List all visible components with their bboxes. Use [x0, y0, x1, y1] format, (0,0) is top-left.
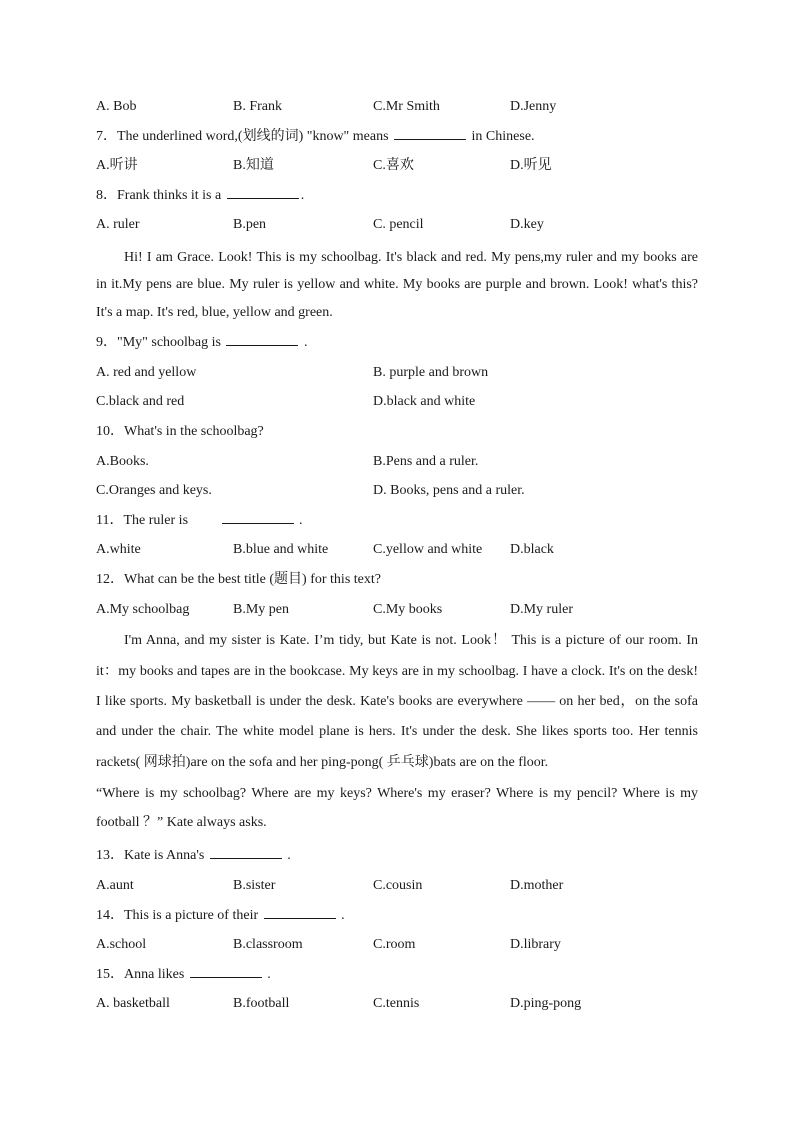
q13-option-b[interactable]: B.sister	[233, 877, 276, 893]
q9-stem-tail: .	[303, 335, 308, 351]
q14-blank[interactable]	[264, 904, 336, 919]
q11-stem-text: 11．The ruler is	[96, 512, 189, 528]
q15-blank[interactable]	[190, 963, 262, 978]
q7-blank[interactable]	[394, 125, 466, 140]
q8-stem-text: 8．Frank thinks it is a	[96, 187, 222, 203]
q6-option-a[interactable]: A. Bob	[96, 99, 137, 114]
q6-option-c[interactable]: C.Mr Smith	[373, 99, 440, 114]
q12-options	[96, 595, 698, 625]
q13-option-c[interactable]: C.cousin	[373, 877, 423, 893]
q14-option-a[interactable]: A.school	[96, 937, 147, 953]
q14-options	[96, 930, 698, 960]
q11-blank[interactable]	[222, 509, 294, 524]
q7-option-a[interactable]: A.听讲	[96, 158, 138, 174]
q8-option-c[interactable]: C. pencil	[373, 217, 424, 233]
q8-blank[interactable]	[227, 184, 299, 199]
q15-options	[96, 989, 698, 1019]
q13-blank[interactable]	[210, 844, 282, 859]
worksheet-page	[96, 92, 698, 1019]
q9-option-a[interactable]: A. red and yellow	[96, 364, 197, 380]
reading-passage-anna-quote: “Where is my schoolbag? Where are my keys? Where's my eraser? Where is my pencil? Where is my football ？” Kate always asks.	[96, 786, 698, 830]
q7-stem-text: 7．The underlined word,(划线的词) "know" means	[96, 128, 389, 144]
q8-stem	[96, 181, 698, 211]
q11-option-d[interactable]: D.black	[510, 542, 554, 558]
q8-option-d[interactable]: D.key	[510, 217, 544, 233]
q14-stem	[96, 901, 698, 931]
q11-stem	[96, 506, 698, 536]
q13-stem-text: 13．Kate is Anna's	[96, 848, 205, 864]
q15-option-a[interactable]: A. basketball	[96, 996, 170, 1012]
q8-options	[96, 210, 698, 240]
q10-option-d[interactable]: D. Books, pens and a ruler.	[373, 483, 525, 499]
q7-option-b[interactable]: B.知道	[233, 158, 274, 174]
q9-option-b[interactable]: B. purple and brown	[373, 364, 489, 380]
q11-option-a[interactable]: A.white	[96, 542, 141, 558]
q14-option-b[interactable]: B.classroom	[233, 937, 303, 953]
q15-option-c[interactable]: C.tennis	[373, 996, 420, 1012]
q8-stem-tail: .	[300, 187, 305, 203]
q7-stem	[96, 122, 698, 152]
q10-option-a[interactable]: A.Books.	[96, 453, 149, 469]
q7-option-c[interactable]: C.喜欢	[373, 158, 414, 174]
q10-options-row2	[96, 476, 698, 506]
q11-option-b[interactable]: B.blue and white	[233, 542, 329, 558]
reading-passage-anna: I'm Anna, and my sister is Kate. I’m tidy, but Kate is not. Look！ This is a picture of our room. In it：my books and tapes are in the bookcase. My keys are in my schoolbag. I have a clock. It's on the desk! I like sports. My basketball is under the desk. Kate's books are everywhere —— on her bed，on the sofa and under the chair. The white model plane is hers. It's under the desk. She likes sports too. Her tennis rackets( 网球拍)are on the sofa and her ping-pong( 乒乓球)bats are on the floor.	[96, 633, 698, 770]
q14-option-c[interactable]: C.room	[373, 937, 416, 953]
q13-option-d[interactable]: D.mother	[510, 877, 564, 893]
q9-option-d[interactable]: D.black and white	[373, 394, 476, 410]
q6-options	[96, 92, 698, 122]
q10-option-c[interactable]: C.Oranges and keys.	[96, 483, 212, 499]
q13-stem-tail: .	[287, 848, 291, 864]
q9-options-row1	[96, 358, 698, 388]
q8-option-a[interactable]: A. ruler	[96, 217, 140, 233]
q13-options	[96, 871, 698, 901]
q11-option-c[interactable]: C.yellow and white	[373, 542, 483, 558]
q6-option-b[interactable]: B. Frank	[233, 99, 282, 114]
q9-stem	[96, 328, 698, 358]
q10-stem: 10．What's in the schoolbag?	[96, 423, 264, 439]
q12-option-d[interactable]: D.My ruler	[510, 601, 573, 617]
q7-stem-tail: in Chinese.	[471, 128, 535, 144]
q12-option-c[interactable]: C.My books	[373, 601, 443, 617]
q10-option-b[interactable]: B.Pens and a ruler.	[373, 453, 479, 469]
q15-stem	[96, 960, 698, 990]
reading-passage-grace: Hi! I am Grace. Look! This is my schoolbag. It's black and red. My pens,my ruler and my books are in it.My pens are blue. My ruler is yellow and white. My books are purple and brown. Look! what's this? It's a map. It's red, blue, yellow and green.	[96, 249, 698, 320]
q9-options-row2	[96, 387, 698, 417]
q8-option-b[interactable]: B.pen	[233, 217, 267, 233]
q12-option-a[interactable]: A.My schoolbag	[96, 601, 190, 617]
q11-stem-tail: .	[299, 512, 303, 528]
q10-options-row1	[96, 447, 698, 477]
q7-option-d[interactable]: D.听见	[510, 158, 552, 174]
q14-option-d[interactable]: D.library	[510, 937, 561, 953]
q9-stem-text: 9．"My" schoolbag is	[96, 335, 221, 351]
q14-stem-text: 14．This is a picture of their	[96, 907, 259, 923]
q12-option-b[interactable]: B.My pen	[233, 601, 289, 617]
q13-stem	[96, 841, 698, 871]
q9-blank[interactable]	[226, 331, 298, 346]
q15-stem-tail: .	[267, 966, 271, 982]
q6-option-d[interactable]: D.Jenny	[510, 99, 557, 114]
q15-option-b[interactable]: B.football	[233, 996, 290, 1012]
q15-option-d[interactable]: D.ping-pong	[510, 996, 582, 1012]
q7-options	[96, 151, 698, 181]
q15-stem-text: 15．Anna likes	[96, 966, 185, 982]
q14-stem-tail: .	[341, 907, 345, 923]
q9-option-c[interactable]: C.black and red	[96, 394, 185, 410]
q12-stem: 12．What can be the best title (题目) for this text?	[96, 571, 381, 587]
q11-options	[96, 535, 698, 565]
q13-option-a[interactable]: A.aunt	[96, 877, 134, 893]
